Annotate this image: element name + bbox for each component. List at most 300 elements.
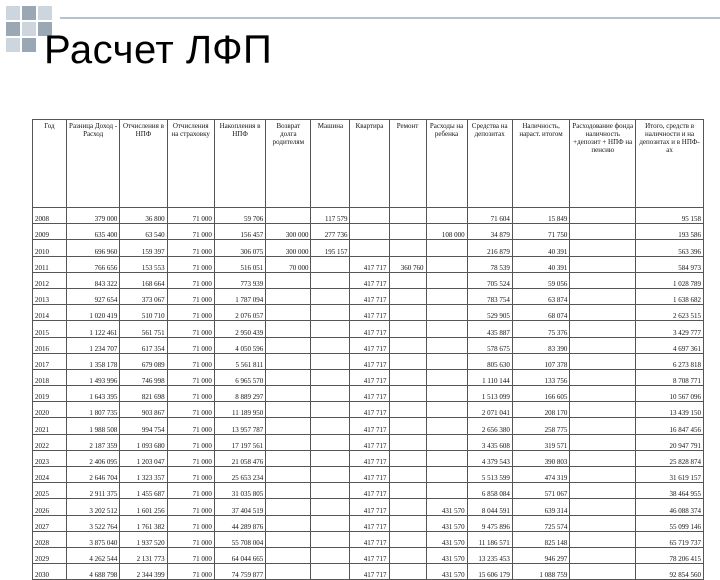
table-cell: 1 638 682 [636,288,704,304]
table-cell [389,483,426,499]
table-cell: 1 122 461 [66,321,119,337]
table-cell: 71 750 [512,224,570,240]
table-cell [570,305,636,321]
table-cell: 417 717 [350,418,389,434]
table-cell: 2016 [33,337,67,353]
table-cell: 4 379 543 [467,450,512,466]
table-cell [389,418,426,434]
table-cell: 159 397 [120,240,167,256]
table-cell: 2024 [33,467,67,483]
table-cell: 8 708 771 [636,369,704,385]
table-cell: 843 322 [66,272,119,288]
table-cell [389,353,426,369]
table-cell [570,369,636,385]
table-cell: 208 170 [512,402,570,418]
table-cell: 71 000 [167,256,214,272]
table-cell: 71 604 [467,208,512,224]
table-cell: 994 754 [120,418,167,434]
table-cell: 4 050 596 [214,337,265,353]
table-cell [311,499,350,515]
table-cell: 2021 [33,418,67,434]
table-cell: 2030 [33,564,67,580]
column-header: Отчисления в НПФ [120,120,167,208]
table-cell: 4 688 798 [66,564,119,580]
table-cell [311,547,350,563]
table-cell [266,434,311,450]
table-cell: 417 717 [350,305,389,321]
table-cell: 2028 [33,531,67,547]
table-cell: 55 099 146 [636,515,704,531]
table-cell: 71 000 [167,402,214,418]
table-cell: 5 561 811 [214,353,265,369]
table-row [33,208,704,224]
table-cell [311,483,350,499]
page-title: Расчет ЛФП [44,28,273,72]
table-cell [350,240,389,256]
table-cell: 510 710 [120,305,167,321]
table-row [33,450,704,466]
table-cell: 584 973 [636,256,704,272]
table-cell: 1 643 395 [66,386,119,402]
table-row [33,305,704,321]
table-cell [266,450,311,466]
table-row [33,256,704,272]
deco-square [22,38,36,52]
table-cell: 417 717 [350,515,389,531]
table-cell [266,515,311,531]
column-header: Возврат долга родителям [266,120,311,208]
table-cell: 2026 [33,499,67,515]
table-cell [426,369,467,385]
table-cell: 2015 [33,321,67,337]
table-cell [570,434,636,450]
table-cell: 1 787 094 [214,288,265,304]
table-cell: 1 761 382 [120,515,167,531]
table-cell: 55 708 004 [214,531,265,547]
table-row [33,369,704,385]
table-cell: 6 858 084 [467,483,512,499]
table-cell: 2020 [33,402,67,418]
lfp-table [32,119,704,580]
table-cell: 2012 [33,272,67,288]
table-cell [570,337,636,353]
table-row [33,564,704,580]
table-cell: 133 756 [512,369,570,385]
table-cell: 5 513 599 [467,467,512,483]
table-cell: 71 000 [167,467,214,483]
table-cell: 71 000 [167,240,214,256]
table-cell: 679 089 [120,353,167,369]
column-header: Накопления в НПФ [214,120,265,208]
table-cell: 431 570 [426,547,467,563]
table-cell: 4 697 361 [636,337,704,353]
table-cell: 417 717 [350,564,389,580]
table-cell [389,224,426,240]
table-cell [389,515,426,531]
table-cell: 417 717 [350,369,389,385]
table-cell: 258 775 [512,418,570,434]
table-cell: 2 950 439 [214,321,265,337]
table-cell: 75 376 [512,321,570,337]
table-cell: 107 378 [512,353,570,369]
table-cell: 17 197 561 [214,434,265,450]
table-cell: 71 000 [167,272,214,288]
table-cell: 3 875 040 [66,531,119,547]
table-cell: 639 314 [512,499,570,515]
table-cell [266,547,311,563]
deco-square [6,22,20,36]
table-cell: 2022 [33,434,67,450]
table-cell: 417 717 [350,337,389,353]
table-cell [266,483,311,499]
table-cell: 300 000 [266,240,311,256]
table-cell: 773 939 [214,272,265,288]
table-cell [570,256,636,272]
table-cell [570,321,636,337]
table-cell: 15 849 [512,208,570,224]
table-cell [389,547,426,563]
table-cell [266,337,311,353]
table-cell [426,353,467,369]
table-row [33,515,704,531]
table-cell: 2017 [33,353,67,369]
table-cell: 1 601 256 [120,499,167,515]
table-row [33,434,704,450]
table-cell: 1 234 707 [66,337,119,353]
table-cell: 431 570 [426,564,467,580]
table-cell [266,353,311,369]
table-cell: 1 323 357 [120,467,167,483]
table-cell: 578 675 [467,337,512,353]
table-cell: 360 760 [389,256,426,272]
deco-square [22,6,36,20]
table-cell: 193 586 [636,224,704,240]
table-row [33,321,704,337]
table-cell [266,467,311,483]
table-cell: 71 000 [167,564,214,580]
table-cell: 529 905 [467,305,512,321]
table-cell: 417 717 [350,499,389,515]
deco-square [6,38,20,52]
table-cell: 44 289 876 [214,515,265,531]
table-cell [266,499,311,515]
table-cell [311,288,350,304]
table-row [33,531,704,547]
table-cell [570,418,636,434]
table-cell: 2008 [33,208,67,224]
table-cell: 2 656 380 [467,418,512,434]
table-row [33,467,704,483]
table-cell [570,386,636,402]
table-cell [266,208,311,224]
table-cell: 2009 [33,224,67,240]
table-cell: 417 717 [350,531,389,547]
table-cell: 1 088 759 [512,564,570,580]
table-cell: 390 803 [512,450,570,466]
table-cell: 59 706 [214,208,265,224]
table-row [33,418,704,434]
table-cell [570,224,636,240]
table-cell [389,499,426,515]
table-cell: 71 000 [167,386,214,402]
table-cell: 417 717 [350,288,389,304]
table-cell [266,402,311,418]
table-cell: 25 828 874 [636,450,704,466]
table-cell: 1 493 996 [66,369,119,385]
table-cell [311,531,350,547]
table-cell: 46 088 374 [636,499,704,515]
table-cell [426,208,467,224]
table-cell: 277 736 [311,224,350,240]
table-cell [311,353,350,369]
table-cell: 6 273 818 [636,353,704,369]
table-cell: 74 759 877 [214,564,265,580]
column-header: Отчисления на страховку [167,120,214,208]
column-header: Квартира [350,120,389,208]
table-cell [570,402,636,418]
table-cell: 2 406 095 [66,450,119,466]
table-cell: 2019 [33,386,67,402]
table-cell [311,321,350,337]
table-cell [311,369,350,385]
table-row [33,386,704,402]
table-cell: 696 960 [66,240,119,256]
column-header: Машина [311,120,350,208]
table-cell: 13 235 453 [467,547,512,563]
table-cell: 417 717 [350,321,389,337]
table-cell [426,321,467,337]
table-cell: 11 186 571 [467,531,512,547]
table-cell: 319 571 [512,434,570,450]
table-cell [570,208,636,224]
table-cell: 8 889 297 [214,386,265,402]
table-cell: 746 998 [120,369,167,385]
table-header-row [33,120,704,208]
table-cell: 71 000 [167,353,214,369]
table-cell: 300 000 [266,224,311,240]
table-cell [389,434,426,450]
table-cell: 417 717 [350,467,389,483]
table-cell [389,240,426,256]
table-cell: 1 807 735 [66,402,119,418]
table-cell: 38 464 955 [636,483,704,499]
table-cell [389,208,426,224]
table-cell: 417 717 [350,386,389,402]
column-header: Наличность, нараст. итогом [512,120,570,208]
table-cell: 783 754 [467,288,512,304]
table-cell: 3 435 608 [467,434,512,450]
table-cell [426,450,467,466]
table-cell: 373 067 [120,288,167,304]
column-header: Расходы на ребенка [426,120,467,208]
table-cell [570,531,636,547]
table-cell: 3 202 512 [66,499,119,515]
table-cell: 1 937 520 [120,531,167,547]
table-cell: 2 623 515 [636,305,704,321]
table-cell [389,288,426,304]
table-cell: 71 000 [167,547,214,563]
table-cell: 417 717 [350,353,389,369]
table-cell [426,467,467,483]
table-cell: 417 717 [350,450,389,466]
table-cell: 92 854 560 [636,564,704,580]
table-cell: 4 262 544 [66,547,119,563]
divider-line [60,17,720,19]
table-cell: 168 664 [120,272,167,288]
table-cell [311,272,350,288]
table-cell [266,386,311,402]
table-cell [570,450,636,466]
table-cell [426,305,467,321]
column-header: Средства на депозитах [467,120,512,208]
table-cell: 474 319 [512,467,570,483]
table-cell [311,450,350,466]
table-cell: 1 028 789 [636,272,704,288]
table-row [33,288,704,304]
table-cell: 65 719 737 [636,531,704,547]
table-cell: 64 044 665 [214,547,265,563]
table-cell: 20 947 791 [636,434,704,450]
table-cell [570,483,636,499]
table-cell: 13 439 150 [636,402,704,418]
table-cell [426,288,467,304]
table-cell: 71 000 [167,499,214,515]
table-cell: 71 000 [167,531,214,547]
table-row [33,337,704,353]
table-cell: 431 570 [426,499,467,515]
table-cell: 195 157 [311,240,350,256]
table-cell: 2023 [33,450,67,466]
table-cell [311,515,350,531]
table-cell [311,467,350,483]
table-cell [266,418,311,434]
table-cell [570,564,636,580]
table-cell: 417 717 [350,434,389,450]
deco-square [22,22,36,36]
table-cell [266,305,311,321]
table-row [33,547,704,563]
table-cell [570,288,636,304]
table-cell: 68 074 [512,305,570,321]
table-cell [311,402,350,418]
table-cell: 417 717 [350,272,389,288]
table-cell: 21 058 476 [214,450,265,466]
table-cell: 3 429 777 [636,321,704,337]
table-cell: 617 354 [120,337,167,353]
table-cell: 821 698 [120,386,167,402]
table-cell: 8 044 591 [467,499,512,515]
table-cell: 805 630 [467,353,512,369]
table-row [33,272,704,288]
table-cell: 2 646 704 [66,467,119,483]
column-header: Ремонт [389,120,426,208]
table-cell [266,272,311,288]
column-header: Расходование фонда наличность +депозит + НПФ на пенсию [570,120,636,208]
table-cell [426,337,467,353]
table-cell: 571 067 [512,483,570,499]
table-cell: 71 000 [167,450,214,466]
table-cell: 63 874 [512,288,570,304]
table-cell: 903 867 [120,402,167,418]
table-cell: 6 965 570 [214,369,265,385]
table-cell: 1 513 099 [467,386,512,402]
table-cell: 95 158 [636,208,704,224]
table-cell: 70 000 [266,256,311,272]
table-cell: 2 344 399 [120,564,167,580]
column-header: Разница Доход - Расход [66,120,119,208]
table-cell: 71 000 [167,305,214,321]
table-cell [426,418,467,434]
table-cell: 40 391 [512,240,570,256]
table-cell: 108 000 [426,224,467,240]
table-cell: 71 000 [167,321,214,337]
table-cell: 3 522 764 [66,515,119,531]
table-body [33,208,704,580]
deco-square [6,6,20,20]
table-cell: 825 148 [512,531,570,547]
table-row [33,353,704,369]
table-cell: 2 131 773 [120,547,167,563]
table-cell: 153 553 [120,256,167,272]
table-cell [389,272,426,288]
table-cell: 216 879 [467,240,512,256]
table-cell: 2 071 041 [467,402,512,418]
table-cell: 166 605 [512,386,570,402]
table-cell: 417 717 [350,547,389,563]
table-cell: 71 000 [167,418,214,434]
table-cell: 78 206 415 [636,547,704,563]
table-row [33,240,704,256]
table-cell [426,256,467,272]
table-cell: 71 000 [167,434,214,450]
table-cell: 10 567 096 [636,386,704,402]
table-cell [389,321,426,337]
table-cell: 37 404 519 [214,499,265,515]
table-cell [426,386,467,402]
table-cell: 71 000 [167,369,214,385]
table-cell: 635 400 [66,224,119,240]
table-cell: 1 203 047 [120,450,167,466]
table-cell: 725 574 [512,515,570,531]
table-cell: 1 110 144 [467,369,512,385]
column-header: Итого, средств в наличности и на депозитах и в НПФ-ах [636,120,704,208]
table-cell [266,564,311,580]
column-header: Год [33,120,67,208]
table-cell: 25 653 234 [214,467,265,483]
table-cell: 1 020 419 [66,305,119,321]
table-cell: 1 093 680 [120,434,167,450]
table-cell: 2027 [33,515,67,531]
table-cell: 2029 [33,547,67,563]
table-cell: 2013 [33,288,67,304]
table-cell: 516 051 [214,256,265,272]
table-cell [311,337,350,353]
table-cell [266,531,311,547]
table-cell [266,321,311,337]
table-cell: 2010 [33,240,67,256]
table-cell: 9 475 896 [467,515,512,531]
table-cell: 946 297 [512,547,570,563]
table-cell [311,434,350,450]
table-cell: 2 076 057 [214,305,265,321]
table-cell: 431 570 [426,531,467,547]
table-cell: 435 887 [467,321,512,337]
table-cell [570,353,636,369]
table-cell: 36 800 [120,208,167,224]
table-cell [311,386,350,402]
table-cell [266,369,311,385]
table-cell: 31 619 157 [636,467,704,483]
